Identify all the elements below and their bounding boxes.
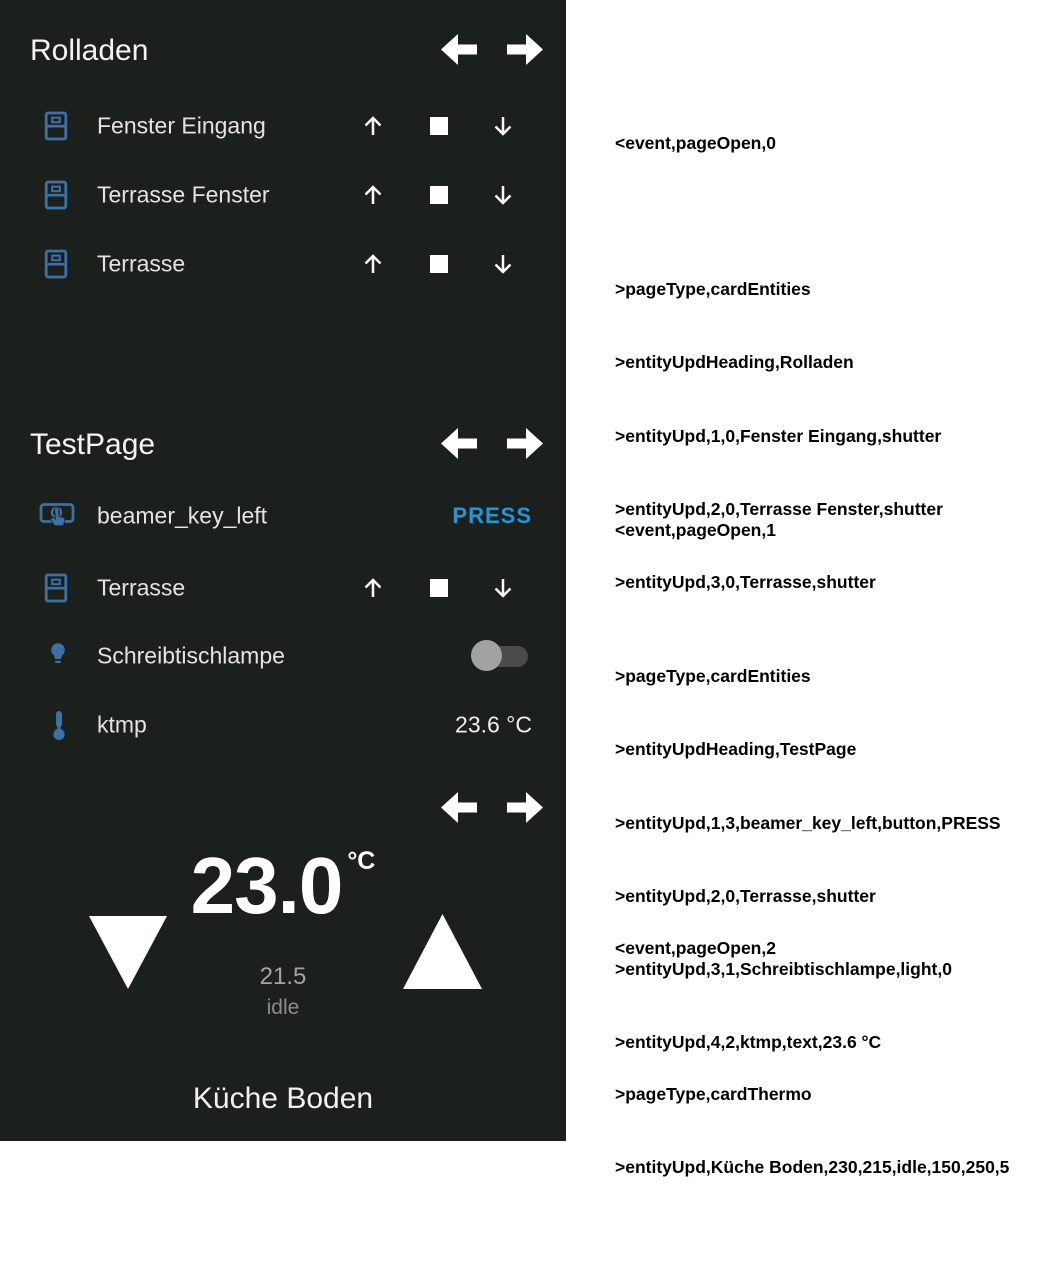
- shutter-up-button[interactable]: [360, 251, 386, 277]
- entity-label: Terrasse Fenster: [97, 181, 270, 208]
- entity-label: Schreibtischlampe: [97, 642, 285, 669]
- thermometer-icon: [50, 709, 68, 741]
- protocol-line: >entityUpdHeading,TestPage: [615, 739, 857, 760]
- shutter-up-button[interactable]: [360, 182, 386, 208]
- page-nav-thermo: [441, 790, 543, 825]
- hvac-status: idle: [266, 996, 300, 1019]
- entity-label: Fenster Eingang: [97, 112, 266, 139]
- temperature-unit: °C: [347, 847, 376, 875]
- protocol-line: >entityUpd,3,0,Terrasse,shutter: [615, 572, 876, 593]
- shutter-down-button[interactable]: [490, 182, 516, 208]
- entity-row: [0, 167, 566, 223]
- nspanel-display: [0, 0, 566, 1141]
- window-shutter-icon: [44, 572, 68, 604]
- entity-row: [0, 488, 566, 544]
- shutter-up-button[interactable]: [360, 113, 386, 139]
- target-temperature: 21.5: [259, 963, 307, 990]
- window-shutter-icon: [44, 248, 68, 280]
- nav-prev-button[interactable]: [441, 426, 477, 461]
- protocol-line: >entityUpd,1,0,Fenster Eingang,shutter: [615, 425, 942, 446]
- lightbulb-icon: [46, 641, 70, 671]
- protocol-event-line: <event,pageOpen,0: [615, 132, 776, 153]
- entity-row: [0, 560, 566, 616]
- shutter-stop-button[interactable]: [430, 186, 448, 204]
- protocol-event-line: <event,pageOpen,1: [615, 519, 776, 540]
- window-shutter-icon: [44, 110, 68, 142]
- shutter-stop-button[interactable]: [430, 579, 448, 597]
- shutter-down-button[interactable]: [490, 113, 516, 139]
- current-temperature-value: 23.0: [190, 841, 343, 930]
- entity-value: 23.6 °C: [455, 711, 532, 738]
- entity-label: ktmp: [97, 711, 147, 738]
- shutter-down-button[interactable]: [490, 575, 516, 601]
- nav-prev-button[interactable]: [441, 32, 477, 67]
- page-title-testpage: TestPage: [30, 428, 156, 461]
- press-button[interactable]: PRESS: [452, 503, 532, 528]
- nav-prev-button[interactable]: [441, 790, 477, 825]
- protocol-event-line: <event,pageOpen,2: [615, 937, 776, 958]
- protocol-block-page2: [615, 887, 1009, 1277]
- page-nav-rolladen: [441, 32, 543, 67]
- protocol-line: >entityUpd,1,3,beamer_key_left,button,PRESS: [615, 812, 1001, 833]
- page-title-rolladen: Rolladen: [30, 34, 149, 67]
- nav-next-button[interactable]: [507, 426, 543, 461]
- protocol-line: >pageType,cardEntities: [615, 279, 811, 300]
- entity-label: Terrasse: [97, 574, 186, 601]
- nav-next-button[interactable]: [507, 790, 543, 825]
- shutter-down-button[interactable]: [490, 251, 516, 277]
- protocol-line: >pageType,cardEntities: [615, 666, 811, 687]
- protocol-line: >entityUpd,3,1,Schreibtischlampe,light,0: [615, 959, 952, 980]
- shutter-stop-button[interactable]: [430, 117, 448, 135]
- shutter-stop-button[interactable]: [430, 255, 448, 273]
- entity-row: [0, 236, 566, 292]
- light-toggle[interactable]: [471, 640, 528, 672]
- entity-row: [0, 697, 566, 753]
- entity-row: [0, 98, 566, 154]
- thermostat-name: Küche Boden: [192, 1082, 374, 1115]
- entity-label: beamer_key_left: [97, 502, 268, 529]
- entity-label: Terrasse: [97, 250, 186, 277]
- protocol-line: >entityUpd,2,0,Terrasse,shutter: [615, 885, 876, 906]
- window-shutter-icon: [44, 179, 68, 211]
- page-nav-testpage: [441, 426, 543, 461]
- protocol-line: >entityUpd,2,0,Terrasse Fenster,shutter: [615, 498, 943, 519]
- protocol-line: >entityUpd,Küche Boden,230,215,idle,150,250,5: [615, 1157, 1010, 1178]
- protocol-line: >entityUpd,4,2,ktmp,text,23.6 °C: [615, 1032, 882, 1053]
- entity-row: [0, 628, 566, 684]
- shutter-up-button[interactable]: [360, 575, 386, 601]
- toggle-knob: [471, 640, 502, 671]
- nav-next-button[interactable]: [507, 32, 543, 67]
- protocol-line: >pageType,cardThermo: [615, 1084, 812, 1105]
- gesture-tap-button-icon: [38, 500, 76, 532]
- protocol-line: >entityUpdHeading,Rolladen: [615, 352, 854, 373]
